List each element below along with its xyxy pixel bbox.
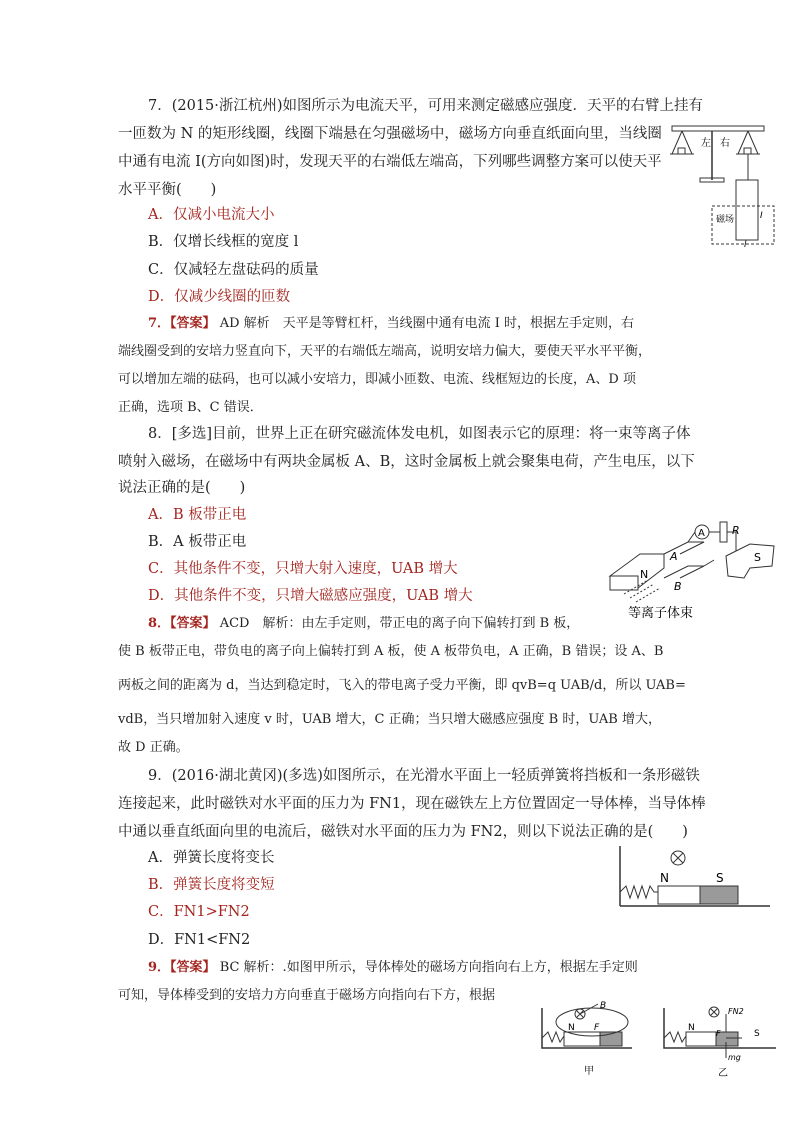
q9-answer-figures — [518, 1000, 780, 1082]
q8-stem-line-3: 说法正确的是( ) — [118, 480, 246, 496]
q7-field-label: 磁场 — [716, 215, 735, 225]
jia-b-label: B — [600, 1001, 607, 1011]
yi-mg-label: mg — [728, 1053, 741, 1062]
q8-b-label: B — [674, 580, 682, 593]
q7-width-label: l — [744, 240, 747, 248]
q8-n-label: N — [640, 568, 649, 581]
q8-stem-line-1: 8．[多选]目前，世界上正在研究磁流体发电机，如图表示它的原理：将一束等离子体 — [148, 426, 691, 442]
q8-option-b: B．A 板带正电 — [148, 534, 247, 550]
q9-answer-line-2: 可知，导体棒受到的安培力方向垂直于磁场方向指向右下方，根据 — [118, 988, 496, 1003]
yi-fn2-label: FN2 — [728, 1007, 744, 1016]
q9-s-label: S — [716, 871, 724, 885]
q7-left-label: 左 — [701, 138, 711, 149]
q9-option-b: B．弹簧长度将变短 — [148, 877, 275, 893]
figure-yi — [664, 1007, 776, 1079]
q8-caption: 等离子体束 — [628, 606, 694, 620]
q8-generator-figure — [604, 516, 780, 620]
q7-answer-line-2: 端线圈受到的安培力竖直向下，天平的右端低左端高，说明安培力偏大，要使天平水平平衡， — [118, 344, 652, 359]
q8-answer-line-4: vdB，当只增加射入速度 v 时，UAB 增大，C 正确；当只增大磁感应强度 B 时，UAB 增大， — [118, 712, 661, 727]
q7-stem-line-2: 一匝数为 N 的矩形线圈，线圈下端悬在匀强磁场中，磁场方向垂直纸面向里，当线圈 — [118, 126, 662, 142]
q8-a-label: A — [670, 550, 678, 563]
q9-option-a: A．弹簧长度将变长 — [148, 850, 275, 866]
yi-caption: 乙 — [718, 1068, 728, 1079]
q9-answer-text-1: BC 解析：.如图甲所示，导体棒处的磁场方向指向右上方，根据左手定则 — [219, 960, 638, 975]
q8-option-a: A．B 板带正电 — [148, 507, 247, 523]
q8-option-c: C．其他条件不变，只增大射入速度，UAB 增大 — [148, 561, 458, 577]
q9-option-d: D．FN1<FN2 — [148, 932, 251, 948]
q9-answer-line-1 — [148, 958, 638, 978]
jia-n-label: N — [568, 1023, 575, 1033]
q7-option-b: B．仅增长线框的宽度 l — [148, 234, 299, 250]
q9-magnet-figure — [616, 842, 772, 912]
jia-caption: 甲 — [584, 1066, 594, 1077]
q7-right-label: 右 — [720, 138, 730, 149]
jia-f-label: F — [594, 1023, 600, 1033]
q7-stem-line-4: 水平平衡( ) — [118, 182, 217, 198]
q7-balance-figure — [668, 118, 778, 248]
q9-stem-line-3: 中通以垂直纸面向里的电流后，磁铁对水平面的压力为 FN2，则以下说法正确的是( ) — [118, 824, 688, 840]
q8-answer-line-5: 故 D 正确。 — [118, 740, 189, 755]
q9-option-c: C．FN1>FN2 — [148, 904, 250, 920]
q9-stem-line-1: 9．(2016·湖北黄冈)(多选)如图所示，在光滑水平面上一轻质弹簧将挡板和一条形磁铁 — [148, 768, 700, 784]
q8-answer-line-1 — [148, 614, 579, 634]
q7-answer-text-1: AD 解析 天平是等臂杠杆，当线圈中通有电流 I 时，根据左手定则，右 — [219, 316, 635, 331]
q8-answer-line-2: 使 B 板带正电，带负电的离子向上偏转打到 A 板，使 A 板带负电，A 正确，B 错误；设 A、B — [118, 644, 664, 659]
q7-stem-line-1: 7．(2015·浙江杭州)如图所示为电流天平，可用来测定磁感应强度．天平的右臂上挂有 — [148, 98, 704, 114]
yi-f-label: F — [716, 1029, 721, 1038]
q8-option-d: D．其他条件不变，只增大磁感应强度，UAB 增大 — [148, 588, 473, 604]
q7-answer-line-4: 正确，选项 B、C 错误． — [118, 400, 263, 415]
q8-answer-text-1: ACD 解析：由左手定则，带正电的离子向下偏转打到 B 板， — [219, 616, 580, 631]
q7-answer-tag: 7．【答案】 — [148, 316, 216, 331]
yi-n-label: N — [688, 1023, 695, 1033]
yi-s-label: S — [754, 1029, 760, 1039]
q7-answer-line-1 — [148, 314, 634, 334]
q9-n-label: N — [660, 871, 669, 885]
q7-stem-line-3: 中通有电流 I(方向如图)时，发现天平的右端低左端高，下列哪些调整方案可以使天平 — [118, 154, 662, 170]
figure-jia — [542, 1001, 632, 1077]
q7-option-d: D．仅减少线圈的匝数 — [148, 289, 291, 305]
q7-current-label: I — [760, 211, 763, 221]
q8-s-label: S — [754, 551, 761, 564]
q8-answer-tag: 8．【答案】 — [148, 616, 216, 631]
q8-meter-label: A — [698, 528, 705, 539]
q8-answer-line-3: 两板之间的距离为 d，当达到稳定时，飞入的带电离子受力平衡，即 qvB=q UAB/d，所以 UAB= — [118, 678, 686, 693]
q8-r-label: R — [732, 524, 740, 537]
q8-stem-line-2: 喷射入磁场，在磁场中有两块金属板 A、B，这时金属板上就会聚集电荷，产生电压，以下 — [118, 454, 695, 470]
q7-option-c: C．仅减轻左盘砝码的质量 — [148, 262, 319, 278]
q9-answer-tag: 9．【答案】 — [148, 960, 216, 975]
q7-answer-line-3: 可以增加左端的砝码，也可以减小安培力，即减小匝数、电流、线框短边的长度，A、D 项 — [118, 372, 636, 387]
q7-option-a: A．仅减小电流大小 — [148, 207, 275, 223]
q9-stem-line-2: 连接起来，此时磁铁对水平面的压力为 FN1，现在磁铁左上方位置固定一导体棒，当导体棒 — [118, 796, 706, 812]
